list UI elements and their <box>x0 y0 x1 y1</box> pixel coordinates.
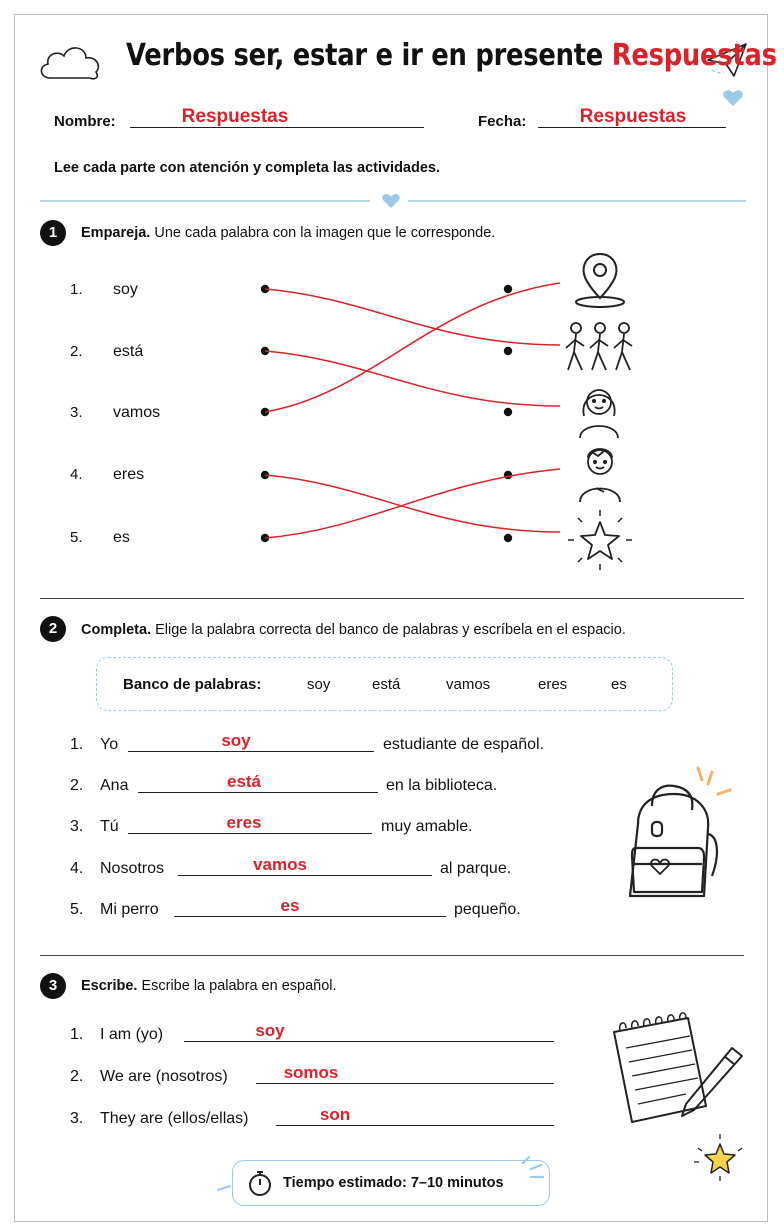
fill-blank-line <box>128 751 374 752</box>
word-bank-word: está <box>372 676 401 693</box>
section-1-heading: Empareja. Une cada palabra con la imagen que le corresponde. <box>81 225 496 241</box>
stopwatch-icon <box>247 1170 273 1198</box>
fill-answer[interactable]: eres <box>226 813 262 832</box>
match-line <box>265 289 560 345</box>
section-2-number: 2 <box>40 616 66 642</box>
word-bank-label: Banco de palabras: <box>123 676 262 693</box>
match-word: es <box>113 529 130 546</box>
match-number: 2. <box>70 343 83 360</box>
star-icon <box>566 508 634 572</box>
match-line <box>265 469 560 538</box>
fill-number: 1. <box>70 736 84 753</box>
fill-number: 3. <box>70 818 84 835</box>
fill-number: 2. <box>70 777 84 794</box>
match-number: 5. <box>70 529 83 546</box>
boy-icon <box>574 442 626 504</box>
write-number: 3. <box>70 1110 84 1127</box>
page-title: Verbos ser, estar e ir en presente Respuestas <box>126 38 777 73</box>
name-field[interactable]: Respuestas <box>181 106 289 127</box>
word-bank <box>96 657 673 711</box>
right-match-dot[interactable] <box>504 285 512 293</box>
fill-after: pequeño. <box>454 901 521 918</box>
fill-before: Nosotros <box>100 860 165 877</box>
walking-group-icon <box>562 318 638 378</box>
write-answer[interactable]: soy <box>255 1021 285 1040</box>
sparkle-star-icon <box>692 1134 746 1182</box>
fill-answer[interactable]: soy <box>221 731 251 750</box>
right-match-dot[interactable] <box>504 408 512 416</box>
fill-before: Mi perro <box>100 901 159 918</box>
write-blank-line <box>184 1041 554 1042</box>
write-prompt: We are (nosotros) <box>100 1068 228 1085</box>
right-match-dot[interactable] <box>504 534 512 542</box>
write-answer[interactable]: somos <box>283 1063 339 1082</box>
fill-before: Ana <box>100 777 129 794</box>
estimated-time: Tiempo estimado: 7–10 minutos <box>283 1175 504 1191</box>
write-number: 2. <box>70 1068 84 1085</box>
write-number: 1. <box>70 1026 84 1043</box>
name-label: Nombre: <box>54 113 116 130</box>
date-field[interactable]: Respuestas <box>579 106 687 127</box>
match-word: soy <box>113 281 138 298</box>
word-bank-word: eres <box>538 676 568 693</box>
right-match-dot[interactable] <box>504 347 512 355</box>
match-number: 4. <box>70 466 83 483</box>
match-line <box>265 283 560 412</box>
write-prompt: I am (yo) <box>100 1026 164 1043</box>
fill-number: 5. <box>70 901 84 918</box>
word-bank-word: soy <box>307 676 331 693</box>
fill-after: estudiante de español. <box>383 736 545 753</box>
location-pin-icon <box>570 250 630 312</box>
section-divider <box>40 955 744 956</box>
match-number: 1. <box>70 281 83 298</box>
word-bank-word: vamos <box>446 676 491 693</box>
fill-after: en la biblioteca. <box>386 777 498 794</box>
fill-before: Yo <box>100 736 119 753</box>
fill-blank-line <box>174 916 446 917</box>
section-2-heading: Completa. Elige la palabra correcta del banco de palabras y escríbela en el espacio. <box>81 622 626 638</box>
write-answer[interactable]: son <box>319 1105 351 1124</box>
girl-icon <box>574 378 624 440</box>
section-3-number: 3 <box>40 973 66 999</box>
write-blank-line <box>276 1125 554 1126</box>
fill-number: 4. <box>70 860 84 877</box>
fill-after: al parque. <box>440 860 512 877</box>
sparkle-lines-icon <box>214 1176 234 1196</box>
match-word: vamos <box>113 404 161 421</box>
date-label: Fecha: <box>478 113 527 130</box>
instructions: Lee cada parte con atención y completa las actividades. <box>54 160 441 176</box>
estimated-time-box <box>232 1160 550 1206</box>
fill-answer[interactable]: está <box>226 772 262 791</box>
fill-blank-line <box>128 833 372 834</box>
fill-blank-line <box>178 875 432 876</box>
section-1-number: 1 <box>40 220 66 246</box>
matching-lines <box>0 0 784 600</box>
fill-after: muy amable. <box>381 818 473 835</box>
notepad-pencil-icon <box>606 1012 746 1132</box>
fill-answer[interactable]: es <box>280 896 300 915</box>
sparkle-lines-icon <box>519 1155 549 1181</box>
match-number: 3. <box>70 404 83 421</box>
write-blank-line <box>256 1083 554 1084</box>
fill-before: Tú <box>100 818 119 835</box>
match-line <box>265 351 560 406</box>
fill-answer[interactable]: vamos <box>253 855 307 874</box>
fill-blank-line <box>138 792 378 793</box>
match-word: está <box>113 343 144 360</box>
match-word: eres <box>113 466 145 483</box>
backpack-icon <box>612 764 744 906</box>
right-match-dot[interactable] <box>504 471 512 479</box>
write-prompt: They are (ellos/ellas) <box>100 1110 249 1127</box>
word-bank-word: es <box>611 676 627 693</box>
section-divider <box>40 598 744 599</box>
match-line <box>265 475 560 532</box>
section-3-heading: Escribe. Escribe la palabra en español. <box>81 978 337 994</box>
